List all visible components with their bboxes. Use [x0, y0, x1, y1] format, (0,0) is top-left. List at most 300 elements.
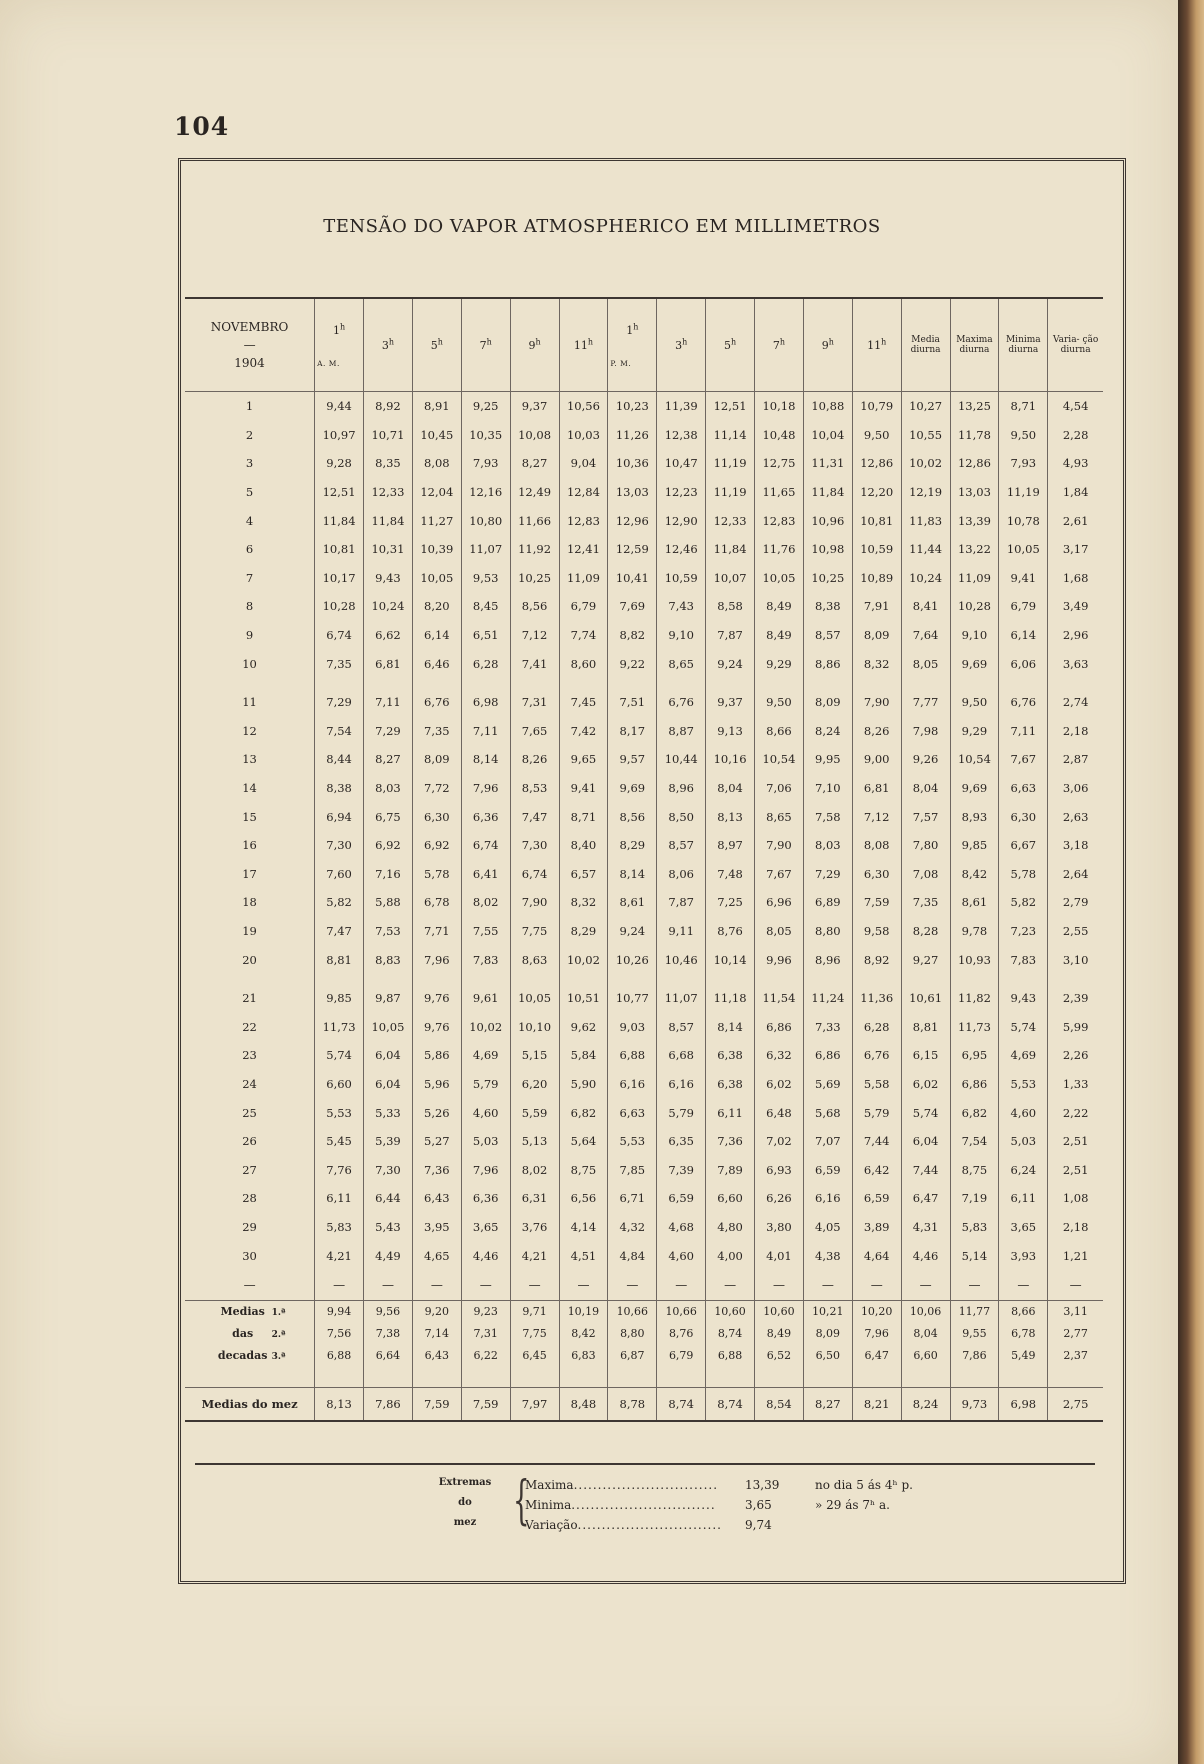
value-cell: 11,18 — [706, 984, 755, 1013]
decade-label-cell — [185, 1323, 315, 1345]
header-hour-5am: 5$^h$ — [412, 298, 461, 392]
value-cell: 5,83 — [315, 1213, 364, 1242]
value-cell: 10,39 — [412, 535, 461, 564]
value-cell: 8,57 — [803, 621, 852, 650]
table-row — [185, 802, 1103, 831]
value-cell: 9,69 — [950, 774, 999, 803]
value-cell: 8,57 — [657, 1012, 706, 1041]
brace: { — [513, 1471, 530, 1531]
value-cell: 10,48 — [755, 421, 804, 450]
value-cell: 13,03 — [608, 478, 657, 507]
value-cell: 2,87 — [1048, 745, 1103, 774]
value-cell: 12,86 — [950, 449, 999, 478]
value-cell: 7,90 — [755, 831, 804, 860]
value-cell: 5,74 — [901, 1098, 950, 1127]
decade-label-cell — [185, 1345, 315, 1367]
value-cell: 10,79 — [852, 392, 901, 421]
decade-row — [185, 1345, 1103, 1367]
value-cell: 9,50 — [999, 421, 1048, 450]
extreme-maxima: Maxima.............................. 13,39 no dia 5 ás 4ʰ p. — [525, 1478, 913, 1492]
value-cell: 9,57 — [608, 745, 657, 774]
table-row — [185, 888, 1103, 917]
day-cell: 7 — [245, 570, 254, 585]
value-cell: 8,14 — [461, 745, 510, 774]
value-cell: 6,06 — [999, 649, 1048, 678]
value-cell: 6,16 — [608, 1070, 657, 1099]
value-cell: 8,08 — [412, 449, 461, 478]
value-cell: 8,83 — [364, 945, 413, 974]
value-cell: 10,59 — [852, 535, 901, 564]
value-cell: 8,13 — [706, 802, 755, 831]
dash-cell: — — [608, 1270, 657, 1301]
decade-row — [185, 1323, 1103, 1345]
value-cell: 11,19 — [706, 478, 755, 507]
value-cell: 11,73 — [315, 1012, 364, 1041]
value-cell: 8,96 — [803, 945, 852, 974]
value-cell: 8,45 — [461, 592, 510, 621]
decade-value-cell: 10,21 — [803, 1300, 852, 1323]
day-cell: 16 — [242, 838, 257, 853]
value-cell: 10,05 — [364, 1012, 413, 1041]
value-cell: 10,46 — [657, 945, 706, 974]
value-cell: 10,28 — [315, 592, 364, 621]
value-cell: 3,18 — [1048, 831, 1103, 860]
day-cell: 11 — [242, 695, 257, 710]
value-cell: 6,16 — [657, 1070, 706, 1099]
value-cell: 10,77 — [608, 984, 657, 1013]
dash-cell: — — [706, 1270, 755, 1301]
value-cell: 11,84 — [315, 506, 364, 535]
value-cell: 7,12 — [852, 802, 901, 831]
table-row — [185, 449, 1103, 478]
dash-cell: — — [950, 1270, 999, 1301]
dash-cell: — — [559, 1270, 608, 1301]
value-cell: 4,38 — [803, 1241, 852, 1270]
value-cell: 8,58 — [706, 592, 755, 621]
value-cell: 3,93 — [999, 1241, 1048, 1270]
monthly-mean-cell: 7,97 — [510, 1387, 559, 1421]
value-cell: 6,41 — [461, 860, 510, 889]
value-cell: 6,24 — [999, 1155, 1048, 1184]
value-cell: 9,29 — [950, 717, 999, 746]
value-cell: 12,33 — [706, 506, 755, 535]
value-cell: 5,86 — [412, 1041, 461, 1070]
value-cell: 12,96 — [608, 506, 657, 535]
value-cell: 6,04 — [901, 1127, 950, 1156]
value-cell: 3,89 — [852, 1213, 901, 1242]
value-cell: 10,23 — [608, 392, 657, 421]
page-title: TENSÃO DO VAPOR ATMOSPHERICO EM MILLIMETROS — [323, 216, 881, 237]
decade-value-cell: 6,60 — [901, 1345, 950, 1367]
value-cell: 2,55 — [1048, 917, 1103, 946]
value-cell: 10,02 — [901, 449, 950, 478]
dash-cell: — — [412, 1270, 461, 1301]
value-cell: 3,06 — [1048, 774, 1103, 803]
value-cell: 4,14 — [559, 1213, 608, 1242]
value-cell: 9,41 — [559, 774, 608, 803]
value-cell: 7,69 — [608, 592, 657, 621]
value-cell: 4,93 — [1048, 449, 1103, 478]
value-cell: 10,56 — [559, 392, 608, 421]
value-cell: 2,61 — [1048, 506, 1103, 535]
value-cell: 6,63 — [608, 1098, 657, 1127]
day-cell: 21 — [242, 991, 257, 1006]
decade-value-cell: 8,66 — [999, 1300, 1048, 1323]
decade-label: Medias — [220, 1305, 265, 1319]
value-cell: 4,54 — [1048, 392, 1103, 421]
value-cell: 7,91 — [852, 592, 901, 621]
value-cell: 8,81 — [315, 945, 364, 974]
value-cell: 12,86 — [852, 449, 901, 478]
value-cell: 6,74 — [315, 621, 364, 650]
value-cell: 10,27 — [901, 392, 950, 421]
value-cell: 11,07 — [657, 984, 706, 1013]
value-cell: 7,80 — [901, 831, 950, 860]
value-cell: 4,46 — [901, 1241, 950, 1270]
spacer-row — [185, 974, 1103, 984]
value-cell: 7,87 — [706, 621, 755, 650]
value-cell: 6,82 — [559, 1098, 608, 1127]
value-cell: 11,07 — [461, 535, 510, 564]
day-cell: 24 — [242, 1076, 257, 1091]
value-cell: 7,36 — [706, 1127, 755, 1156]
day-cell: 4 — [245, 513, 254, 528]
header-hour-7pm: 7$^h$ — [755, 298, 804, 392]
decade-value-cell: 9,71 — [510, 1300, 559, 1323]
value-cell: 6,44 — [364, 1184, 413, 1213]
value-cell: 5,26 — [412, 1098, 461, 1127]
value-cell: 5,53 — [999, 1070, 1048, 1099]
value-cell: 10,31 — [364, 535, 413, 564]
value-cell: 8,29 — [559, 917, 608, 946]
decade-value-cell: 6,22 — [461, 1345, 510, 1367]
value-cell: 7,30 — [510, 831, 559, 860]
value-cell: 8,66 — [755, 717, 804, 746]
value-cell: 10,80 — [461, 506, 510, 535]
value-cell: 4,21 — [315, 1241, 364, 1270]
day-cell: 10 — [242, 656, 257, 671]
decade-value-cell: 6,47 — [852, 1345, 901, 1367]
value-cell: 7,06 — [755, 774, 804, 803]
day-cell: 5 — [245, 485, 254, 500]
day-cell: 22 — [242, 1019, 257, 1034]
value-cell: 6,11 — [706, 1098, 755, 1127]
value-cell: 6,35 — [657, 1127, 706, 1156]
value-cell: 8,61 — [950, 888, 999, 917]
value-cell: 12,75 — [755, 449, 804, 478]
value-cell: 6,59 — [657, 1184, 706, 1213]
header-hour-11am: 11$^h$ — [559, 298, 608, 392]
value-cell: 7,53 — [364, 917, 413, 946]
value-cell: 7,43 — [657, 592, 706, 621]
decade-value-cell: 8,80 — [608, 1323, 657, 1345]
value-cell: 8,63 — [510, 945, 559, 974]
value-cell: 9,69 — [608, 774, 657, 803]
value-cell: 5,74 — [999, 1012, 1048, 1041]
day-cell: 18 — [242, 895, 257, 910]
page-number: 104 — [174, 112, 230, 141]
value-cell: 7,54 — [315, 717, 364, 746]
decade-label: decadas — [217, 1349, 268, 1363]
value-cell: 11,19 — [999, 478, 1048, 507]
value-cell: 8,97 — [706, 831, 755, 860]
value-cell: 10,98 — [803, 535, 852, 564]
value-cell: 7,85 — [608, 1155, 657, 1184]
value-cell: 8,24 — [803, 717, 852, 746]
value-cell: 7,11 — [364, 688, 413, 717]
monthly-means-row — [185, 1387, 1103, 1421]
value-cell: 10,51 — [559, 984, 608, 1013]
value-cell: 10,04 — [803, 421, 852, 450]
value-cell: 8,96 — [657, 774, 706, 803]
table-row — [185, 1070, 1103, 1099]
value-cell: 6,92 — [364, 831, 413, 860]
value-cell: 10,55 — [901, 421, 950, 450]
value-cell: 11,24 — [803, 984, 852, 1013]
value-cell: 7,12 — [510, 621, 559, 650]
value-cell: 8,02 — [510, 1155, 559, 1184]
day-cell: 29 — [242, 1219, 257, 1234]
value-cell: 7,11 — [461, 717, 510, 746]
header-year: 1904 — [234, 356, 265, 370]
value-cell: 7,08 — [901, 860, 950, 889]
value-cell: 11,27 — [412, 506, 461, 535]
value-cell: 8,29 — [608, 831, 657, 860]
decade-value-cell: 7,38 — [364, 1323, 413, 1345]
value-cell: 8,71 — [559, 802, 608, 831]
value-cell: 7,51 — [608, 688, 657, 717]
value-cell: 10,25 — [803, 564, 852, 593]
value-cell: 2,26 — [1048, 1041, 1103, 1070]
value-cell: 6,47 — [901, 1184, 950, 1213]
value-cell: 2,39 — [1048, 984, 1103, 1013]
value-cell: 7,96 — [412, 945, 461, 974]
value-cell: 6,46 — [412, 649, 461, 678]
value-cell: 10,26 — [608, 945, 657, 974]
value-cell: 8,03 — [364, 774, 413, 803]
value-cell: 6,04 — [364, 1041, 413, 1070]
value-cell: 11,44 — [901, 535, 950, 564]
value-cell: 6,81 — [852, 774, 901, 803]
value-cell: 9,53 — [461, 564, 510, 593]
value-cell: 4,46 — [461, 1241, 510, 1270]
value-cell: 5,68 — [803, 1098, 852, 1127]
value-cell: 7,29 — [803, 860, 852, 889]
value-cell: 11,36 — [852, 984, 901, 1013]
value-cell: 6,71 — [608, 1184, 657, 1213]
dash-cell: — — [461, 1270, 510, 1301]
table-row — [185, 478, 1103, 507]
value-cell: 9,85 — [315, 984, 364, 1013]
decade-value-cell: 6,83 — [559, 1345, 608, 1367]
header-dash: — — [243, 338, 256, 352]
value-cell: 5,45 — [315, 1127, 364, 1156]
decade-value-cell: 10,06 — [901, 1300, 950, 1323]
value-cell: 11,66 — [510, 506, 559, 535]
day-cell: 17 — [242, 866, 257, 881]
day-cell: 15 — [242, 809, 257, 824]
value-cell: 11,65 — [755, 478, 804, 507]
value-cell: 10,81 — [315, 535, 364, 564]
value-cell: 8,05 — [755, 917, 804, 946]
value-cell: 8,26 — [852, 717, 901, 746]
value-cell: 7,42 — [559, 717, 608, 746]
value-cell: 6,88 — [608, 1041, 657, 1070]
value-cell: 4,51 — [559, 1241, 608, 1270]
value-cell: 7,58 — [803, 802, 852, 831]
day-cell: 1 — [245, 399, 254, 414]
value-cell: 7,93 — [461, 449, 510, 478]
header-hour-3am: 3$^h$ — [364, 298, 413, 392]
value-cell: 9,43 — [999, 984, 1048, 1013]
value-cell: 6,76 — [657, 688, 706, 717]
decade-value-cell: 9,56 — [364, 1300, 413, 1323]
decade-value-cell: 9,23 — [461, 1300, 510, 1323]
value-cell: 4,32 — [608, 1213, 657, 1242]
value-cell: 9,85 — [950, 831, 999, 860]
value-cell: 2,18 — [1048, 717, 1103, 746]
decade-value-cell: 2,37 — [1048, 1345, 1103, 1367]
value-cell: 9,10 — [657, 621, 706, 650]
value-cell: 10,36 — [608, 449, 657, 478]
value-cell: 9,76 — [412, 984, 461, 1013]
value-cell: 7,30 — [364, 1155, 413, 1184]
value-cell: 10,97 — [315, 421, 364, 450]
table-row — [185, 535, 1103, 564]
value-cell: 11,73 — [950, 1012, 999, 1041]
monthly-mean-cell: 8,48 — [559, 1387, 608, 1421]
value-cell: 8,44 — [315, 745, 364, 774]
value-cell: 6,56 — [559, 1184, 608, 1213]
value-cell: 6,57 — [559, 860, 608, 889]
value-cell: 7,11 — [999, 717, 1048, 746]
value-cell: 10,47 — [657, 449, 706, 478]
decade-value-cell: 6,52 — [755, 1345, 804, 1367]
value-cell: 9,65 — [559, 745, 608, 774]
day-cell: 2 — [245, 427, 254, 442]
value-cell: 11,82 — [950, 984, 999, 1013]
value-cell: 8,71 — [999, 392, 1048, 421]
value-cell: 8,92 — [364, 392, 413, 421]
value-cell: 10,03 — [559, 421, 608, 450]
value-cell: 11,26 — [608, 421, 657, 450]
value-cell: 4,05 — [803, 1213, 852, 1242]
decade-value-cell: 6,64 — [364, 1345, 413, 1367]
table-row — [185, 592, 1103, 621]
value-cell: 8,27 — [364, 745, 413, 774]
value-cell: 6,59 — [803, 1155, 852, 1184]
value-cell: 6,60 — [706, 1184, 755, 1213]
value-cell: 6,68 — [657, 1041, 706, 1070]
value-cell: 11,14 — [706, 421, 755, 450]
header-hour-9am: 9$^h$ — [510, 298, 559, 392]
value-cell: 10,07 — [706, 564, 755, 593]
day-cell: 3 — [245, 456, 254, 471]
value-cell: 6,36 — [461, 802, 510, 831]
table-row — [185, 917, 1103, 946]
dash-row — [185, 1270, 1103, 1301]
value-cell: 6,79 — [559, 592, 608, 621]
value-cell: 6,92 — [412, 831, 461, 860]
value-cell: 10,96 — [803, 506, 852, 535]
value-cell: 6,81 — [364, 649, 413, 678]
value-cell: 7,64 — [901, 621, 950, 650]
value-cell: 7,33 — [803, 1012, 852, 1041]
monthly-mean-cell: 6,98 — [999, 1387, 1048, 1421]
monthly-mean-cell: 8,13 — [315, 1387, 364, 1421]
value-cell: 5,99 — [1048, 1012, 1103, 1041]
value-cell: 8,80 — [803, 917, 852, 946]
value-cell: 8,26 — [510, 745, 559, 774]
value-cell: 4,60 — [657, 1241, 706, 1270]
value-cell: 7,47 — [315, 917, 364, 946]
value-cell: 1,08 — [1048, 1184, 1103, 1213]
value-cell: 4,69 — [461, 1041, 510, 1070]
value-cell: 8,56 — [510, 592, 559, 621]
value-cell: 12,41 — [559, 535, 608, 564]
spacer-row — [185, 678, 1103, 688]
value-cell: 11,39 — [657, 392, 706, 421]
decade-value-cell: 8,74 — [706, 1323, 755, 1345]
value-cell: 2,51 — [1048, 1127, 1103, 1156]
value-cell: 7,29 — [364, 717, 413, 746]
value-cell: 3,65 — [999, 1213, 1048, 1242]
value-cell: 4,31 — [901, 1213, 950, 1242]
value-cell: 7,96 — [461, 1155, 510, 1184]
value-cell: 7,36 — [412, 1155, 461, 1184]
decade-value-cell: 10,20 — [852, 1300, 901, 1323]
value-cell: 10,18 — [755, 392, 804, 421]
value-cell: 12,90 — [657, 506, 706, 535]
value-cell: 10,17 — [315, 564, 364, 593]
value-cell: 5,90 — [559, 1070, 608, 1099]
value-cell: 2,96 — [1048, 621, 1103, 650]
table-row — [185, 1127, 1103, 1156]
value-cell: 4,69 — [999, 1041, 1048, 1070]
value-cell: 8,20 — [412, 592, 461, 621]
header-month-name: NOVEMBRO — [210, 320, 289, 334]
value-cell: 5,84 — [559, 1041, 608, 1070]
value-cell: 10,28 — [950, 592, 999, 621]
decade-value-cell: 6,43 — [412, 1345, 461, 1367]
value-cell: 7,54 — [950, 1127, 999, 1156]
value-cell: 10,35 — [461, 421, 510, 450]
value-cell: 8,04 — [706, 774, 755, 803]
header-media: Media diurna — [901, 298, 950, 392]
table-row — [185, 1241, 1103, 1270]
value-cell: 10,81 — [852, 506, 901, 535]
value-cell: 3,95 — [412, 1213, 461, 1242]
value-cell: 4,00 — [706, 1241, 755, 1270]
value-cell: 6,36 — [461, 1184, 510, 1213]
value-cell: 6,75 — [364, 802, 413, 831]
value-cell: 6,82 — [950, 1098, 999, 1127]
value-cell: 2,63 — [1048, 802, 1103, 831]
value-cell: 9,28 — [315, 449, 364, 478]
value-cell: 9,43 — [364, 564, 413, 593]
value-cell: 9,50 — [755, 688, 804, 717]
value-cell: 6,76 — [852, 1041, 901, 1070]
decade-value-cell: 7,56 — [315, 1323, 364, 1345]
day-cell: 27 — [242, 1162, 257, 1177]
value-cell: 9,03 — [608, 1012, 657, 1041]
day-cell: 26 — [242, 1134, 257, 1149]
value-cell: 4,64 — [852, 1241, 901, 1270]
value-cell: 3,10 — [1048, 945, 1103, 974]
value-cell: 7,75 — [510, 917, 559, 946]
value-cell: 7,44 — [852, 1127, 901, 1156]
header-hour-9pm: 9$^h$ — [803, 298, 852, 392]
